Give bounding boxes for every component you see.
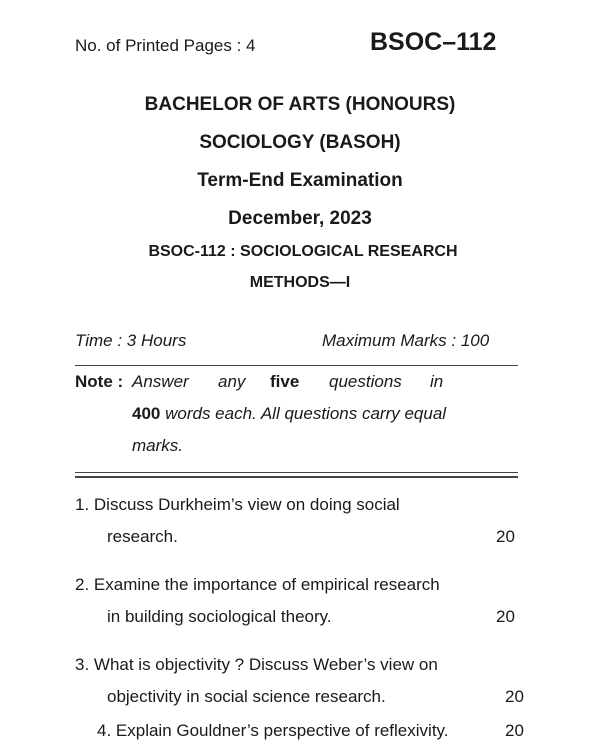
paper-title-line2: METHODS—I <box>249 274 351 291</box>
question-2-marks: 20 <box>496 607 515 626</box>
maximum-marks: Maximum Marks : 100 <box>322 331 490 350</box>
question-4-marks: 20 <box>505 721 524 740</box>
exam-date: December, 2023 <box>228 208 372 229</box>
question-1-line1: 1. Discuss Durkheim’s view on doing social <box>75 495 400 514</box>
question-3-line2: objectivity in social science research. <box>107 687 386 706</box>
paper-title-line1: BSOC-112 : SOCIOLOGICAL RESEARCH <box>148 243 458 260</box>
divider <box>75 472 518 473</box>
question-2-line1: 2. Examine the importance of empirical research <box>75 575 440 594</box>
note-word-emphasis: five <box>270 372 300 391</box>
divider <box>75 365 518 366</box>
time-allowed: Time : 3 Hours <box>75 331 187 350</box>
question-1-marks: 20 <box>496 527 515 546</box>
divider <box>75 476 518 478</box>
note-line2-text: words each. All questions carry equal <box>160 404 447 423</box>
note-line2 <box>132 404 446 424</box>
subject-title: SOCIOLOGY (BASOH) <box>199 132 401 153</box>
question-3-line1: 3. What is objectivity ? Discuss Weber’s view on <box>75 655 438 674</box>
note-label: Note : <box>75 372 124 391</box>
note-word: in <box>430 372 444 391</box>
note-word: any <box>218 372 246 391</box>
program-title: BACHELOR OF ARTS (HONOURS) <box>144 94 456 115</box>
note-word: questions <box>329 372 402 391</box>
note-word-count: 400 <box>132 404 161 423</box>
question-3-marks: 20 <box>505 687 524 706</box>
note-line3: marks. <box>132 436 183 455</box>
course-code: BSOC–112 <box>370 28 497 56</box>
question-1-line2: research. <box>107 527 178 546</box>
printed-pages: No. of Printed Pages : 4 <box>75 36 256 55</box>
question-4-line1: 4. Explain Gouldner’s perspective of reflexivity. <box>97 721 449 740</box>
note-word: Answer <box>132 372 189 391</box>
exam-title: Term-End Examination <box>197 170 403 191</box>
question-2-line2: in building sociological theory. <box>107 607 332 626</box>
